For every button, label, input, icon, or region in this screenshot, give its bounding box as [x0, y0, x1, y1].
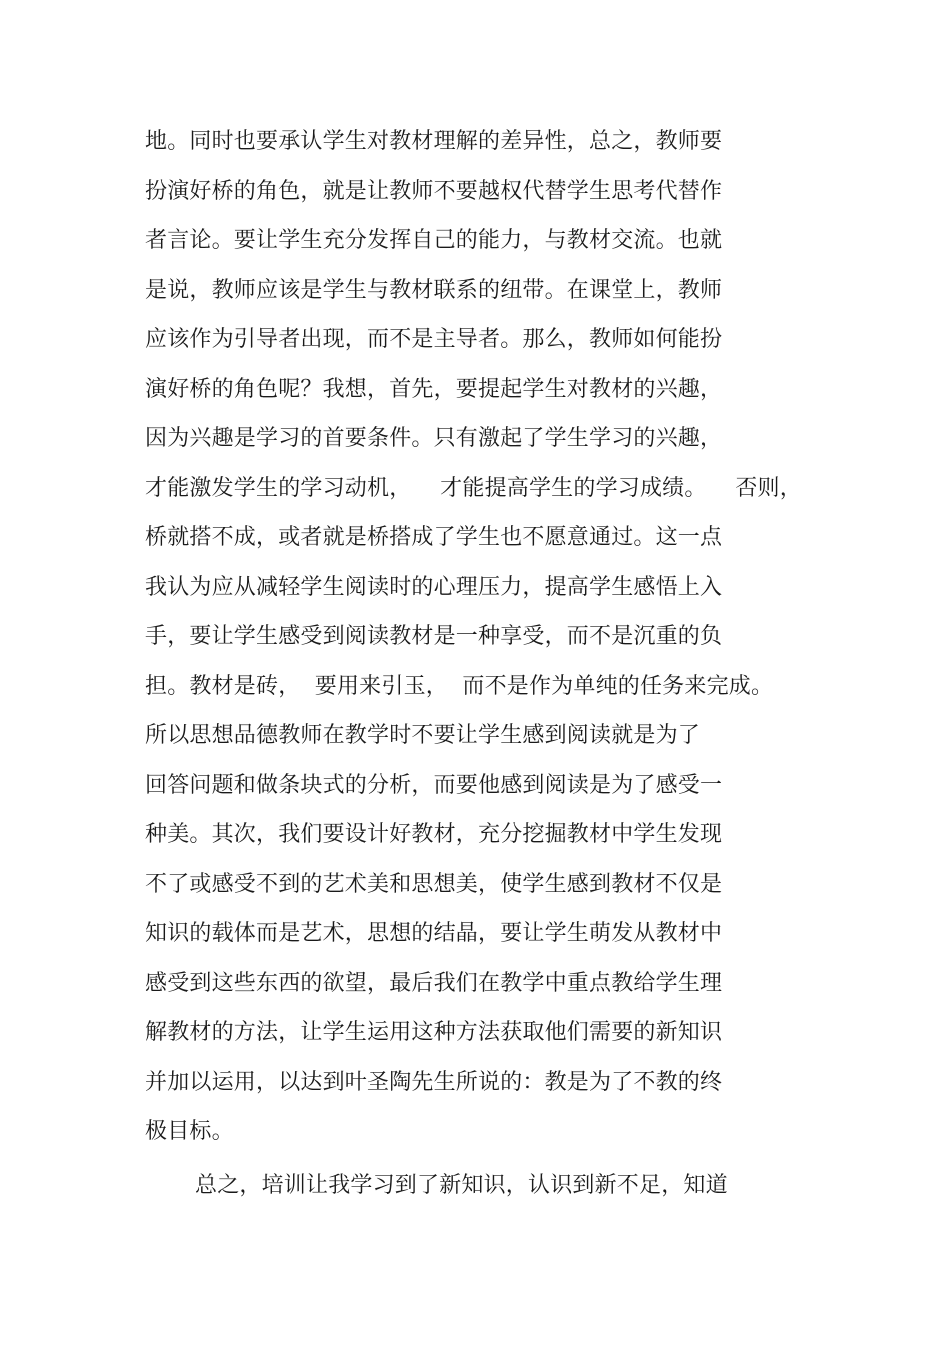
- text-line: 是说，教师应该是学生与教材联系的纽带。在课堂上，教师: [145, 277, 723, 303]
- text-line: 者言论。要让学生充分发挥自己的能力，与教材交流。也就: [145, 228, 723, 253]
- text-line: 解教材的方法，让学生运用这种方法获取他们需要的新知识: [145, 1020, 723, 1045]
- text-line: 极目标。: [145, 1119, 234, 1144]
- text-line: 种美。其次，我们要设计好教材，充分挖掘教材中学生发现: [145, 822, 723, 847]
- text-line: 所以思想品德教师在教学时不要让学生感到阅读就是为了: [145, 723, 701, 748]
- text-line: 扮演好桥的角色，就是让教师不要越权代替学生思考代替作: [145, 178, 723, 204]
- text-line: 应该作为引导者出现，而不是主导者。那么，教师如何能扮: [145, 327, 723, 352]
- text-line: 因为兴趣是学习的首要条件。只有激起了学生学习的兴趣，: [145, 426, 723, 451]
- text-line: 演好桥的角色呢？我想，首先，要提起学生对教材的兴趣，: [145, 376, 723, 402]
- text-line: 知识的载体而是艺术，思想的结晶，要让学生萌发从教材中: [145, 921, 723, 946]
- paragraph-start-line: 总之，培训让我学习到了新知识，认识到新不足，知道: [195, 1172, 728, 1198]
- text-line: 并加以运用，以达到叶圣陶先生所说的：教是为了不教的终: [145, 1069, 723, 1095]
- text-line: 桥就搭不成，或者就是桥搭成了学生也不愿意通过。这一点: [145, 525, 723, 550]
- text-line: 不了或感受不到的艺术美和思想美，使学生感到教材不仅是: [145, 871, 723, 897]
- text-line: 才能激发学生的学习动机， 才能提高学生的学习成绩。 否则，: [145, 475, 802, 501]
- text-line: 回答问题和做条块式的分析，而要他感到阅读是为了感受一: [145, 772, 723, 798]
- text-line: 地。同时也要承认学生对教材理解的差异性，总之，教师要: [145, 129, 723, 154]
- text-line: 感受到这些东西的欲望，最后我们在教学中重点教给学生理: [145, 970, 723, 996]
- body-text: [145, 123, 825, 1216]
- text-line: 手，要让学生感受到阅读教材是一种享受，而不是沉重的负: [145, 624, 723, 649]
- text-line: 我认为应从减轻学生阅读时的心理压力，提高学生感悟上入: [145, 574, 723, 600]
- text-line: 担。教材是砖， 要用来引玉， 而不是作为单纯的任务来完成。: [145, 673, 774, 699]
